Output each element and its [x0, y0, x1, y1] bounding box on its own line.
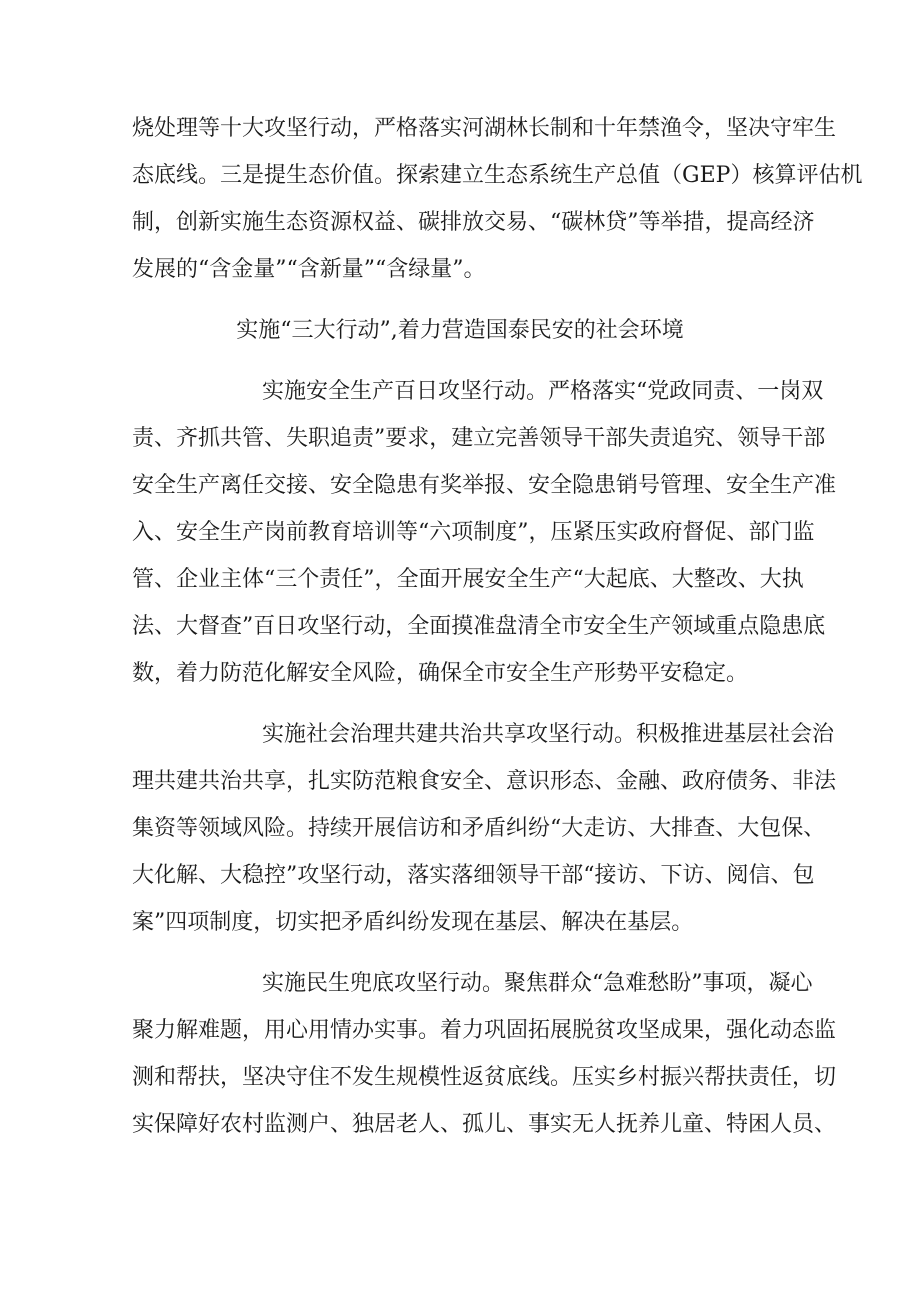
paragraph-line: 实保障好农村监测户、独居老人、孤儿、事实无人抚养儿童、特困人员、 [132, 1112, 837, 1137]
paragraph-line: 法、大督查”百日攻坚行动，全面摸准盘清全市安全生产领域重点隐患底 [132, 614, 826, 639]
paragraph-line: 入、安全生产岗前教育培训等“六项制度”，压紧压实政府督促、部门监 [132, 520, 815, 545]
paragraph-line: 实施安全生产百日攻坚行动。严格落实“党政同责、一岗双 [262, 379, 824, 404]
paragraph-line: 责、齐抓共管、失职追责”要求，建立完善领导干部失责追究、领导干部 [132, 426, 826, 451]
paragraph-line: 态底线。三是提生态价值。探索建立生态系统生产总值（GEP）核算评估机 [132, 163, 863, 188]
paragraph-line: 实施民生兜底攻坚行动。聚焦群众“急难愁盼”事项，凝心 [262, 971, 813, 996]
paragraph-line: 实施社会治理共建共治共享攻坚行动。积极推进基层社会治 [262, 722, 835, 747]
paragraph-line: 数，着力防范化解安全风险，确保全市安全生产形势平安稳定。 [132, 661, 749, 686]
paragraph-line: 测和帮扶，坚决守住不发生规模性返贫底线。压实乡村振兴帮扶责任，切 [132, 1065, 837, 1090]
paragraph-line: 理共建共治共享，扎实防范粮食安全、意识形态、金融、政府债务、非法 [132, 769, 837, 794]
paragraph-line: 大化解、大稳控”攻坚行动，落实落细领导干部“接访、下访、阅信、包 [132, 863, 815, 888]
paragraph-line: 安全生产离任交接、安全隐患有奖举报、安全隐患销号管理、安全生产准 [132, 473, 837, 498]
paragraph-line: 管、企业主体“三个责任”，全面开展安全生产“大起底、大整改、大执 [132, 567, 804, 592]
paragraph-line: 案”四项制度，切实把矛盾纠纷发现在基层、解决在基层。 [132, 910, 694, 935]
paragraph-line: 烧处理等十大攻坚行动，严格落实河湖林长制和十年禁渔令，坚决守牢生 [132, 116, 837, 141]
paragraph-line: 聚力解难题，用心用情办实事。着力巩固拓展脱贫攻坚成果，强化动态监 [132, 1018, 837, 1043]
section-heading: 实施“三大行动”,着力营造国泰民安的社会环境 [236, 318, 684, 343]
paragraph-line: 发展的“含金量”“含新量”“含绿量”。 [132, 257, 486, 282]
paragraph-line: 集资等领域风险。持续开展信访和矛盾纠纷“大走访、大排查、大包保、 [132, 816, 826, 841]
paragraph-line: 制，创新实施生态资源权益、碳排放交易、“碳林贷”等举措，提高经济 [132, 210, 815, 235]
